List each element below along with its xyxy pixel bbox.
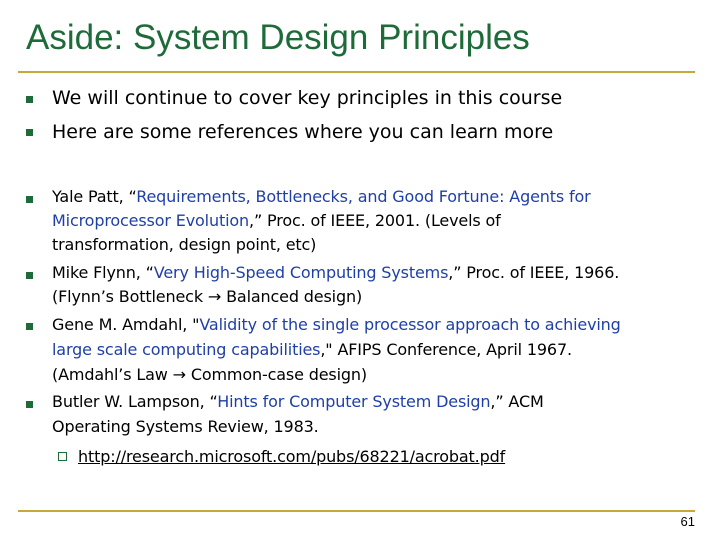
bullet-marker <box>26 96 33 103</box>
footer-divider <box>18 510 695 512</box>
reference-title: Microprocessor Evolution <box>52 211 250 230</box>
reference-author: Butler W. Lampson, “ <box>52 392 218 411</box>
reference-note: Common-case design) <box>185 365 368 384</box>
reference-source: ,” Proc. of IEEE, 2001. (Levels of <box>249 211 501 230</box>
reference-note: Balanced design) <box>221 287 363 306</box>
reference-title: Validity of the single processor approach to achieving <box>199 315 621 334</box>
bullet-marker <box>26 323 33 330</box>
reference-author: Yale Patt, “ <box>52 187 137 206</box>
reference-title: Hints for Computer System Design <box>217 392 491 411</box>
bullet-marker <box>26 401 33 408</box>
bullet-marker <box>26 196 33 203</box>
reference-source: ," AFIPS Conference, April 1967. <box>320 340 572 359</box>
acrobat-pdf-link[interactable]: http://research.microsoft.com/pubs/68221/acrobat.pdf <box>78 447 506 466</box>
reference-note: (Amdahl’s Law <box>52 365 173 384</box>
bullet-marker <box>26 129 33 136</box>
reference-source: Operating Systems Review, 1983. <box>52 417 319 436</box>
arrow-icon: → <box>207 287 222 306</box>
bullet-marker <box>26 272 33 279</box>
reference-author: Gene M. Amdahl, " <box>52 315 200 334</box>
reference-note: (Flynn’s Bottleneck <box>52 287 208 306</box>
reference-note: transformation, design point, etc) <box>52 235 317 254</box>
reference-author: Mike Flynn, “ <box>52 263 154 282</box>
bullet-continue-principles: We will continue to cover key principles in this course <box>52 87 563 109</box>
reference-source: ,” ACM <box>490 392 544 411</box>
reference-title: Very High-Speed Computing Systems <box>153 263 449 282</box>
page-number: 61 <box>680 514 695 529</box>
reference-title: large scale computing capabilities <box>52 340 321 359</box>
arrow-icon: → <box>172 365 186 384</box>
title-divider <box>18 71 695 73</box>
reference-source: ,” Proc. of IEEE, 1966. <box>448 263 620 282</box>
reference-title: Requirements, Bottlenecks, and Good Fortune: Agents for <box>136 187 591 206</box>
bullet-references: Here are some references where you can learn more <box>52 121 554 143</box>
slide-title: Aside: System Design Principles <box>26 18 530 57</box>
sub-bullet-marker <box>58 452 67 461</box>
